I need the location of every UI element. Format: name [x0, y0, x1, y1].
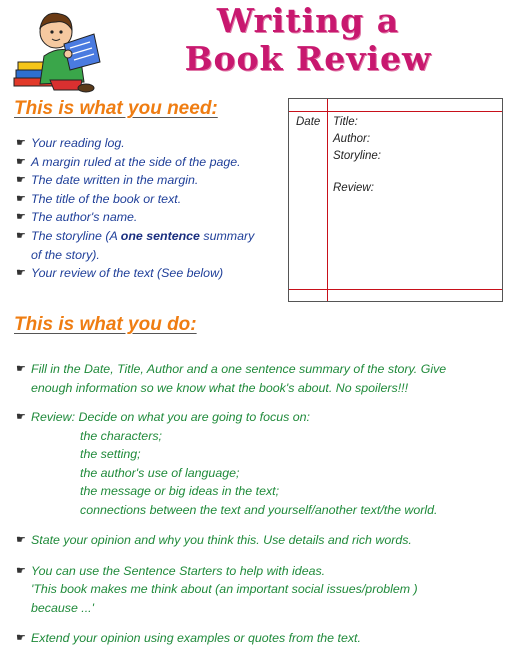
form-storyline-label: Storyline:	[333, 150, 381, 162]
side-margin-rule	[327, 99, 328, 301]
top-margin-rule	[289, 111, 502, 112]
pointing-hand-icon: ☛	[16, 363, 26, 375]
list-item: ☛ A margin ruled at the side of the page.	[16, 153, 278, 172]
list-item: ☛ State your opinion and why you think this. Use details and rich words.	[16, 531, 496, 550]
form-author-label: Author:	[333, 133, 371, 145]
list-item: ☛ The date written in the margin.	[16, 171, 278, 190]
list-item: ☛ You can use the Sentence Starters to help with ideas. 'This book makes me think about (an important social issues/problem ) because ...'	[16, 563, 418, 615]
pointing-hand-icon: ☛	[16, 229, 26, 242]
list-item: ☛ The title of the book or text.	[16, 190, 278, 209]
form-title-label: Title:	[333, 116, 358, 128]
list-item: ☛ Extend your opinion using examples or quotes from the text.	[16, 629, 496, 648]
pointing-hand-icon: ☛	[16, 632, 26, 644]
need-heading: This is what you need:	[14, 98, 218, 119]
list-item: ☛ Fill in the Date, Title, Author and a one sentence summary of the story. Give enough information so we know what the book's about. No spoilers!!!	[16, 362, 447, 395]
page-title-line-2: Book Review	[184, 39, 432, 78]
pointing-hand-icon: ☛	[16, 411, 26, 423]
pointing-hand-icon: ☛	[16, 564, 26, 577]
list-item: ☛ Your review of the text (See below)	[16, 264, 278, 283]
bottom-margin-rule	[289, 289, 502, 290]
child-reading-clipart	[10, 4, 114, 94]
pointing-hand-icon: ☛	[16, 137, 26, 149]
list-item: ☛ The author's name.	[16, 208, 278, 227]
need-list	[16, 134, 278, 283]
pointing-hand-icon: ☛	[16, 211, 26, 224]
list-item: ☛ Review: Decide on what you are going to focus on: the characters; the setting; the author's use of language; the message or big ideas in the text; connections between the text and yourself/another text/the world.	[16, 410, 438, 517]
form-date-label: Date	[296, 116, 321, 128]
form-review-label: Review:	[333, 182, 374, 194]
do-heading: This is what you do:	[14, 314, 197, 335]
page-title-line-1: Writing a	[216, 1, 400, 40]
pointing-hand-icon: ☛	[16, 267, 26, 280]
pointing-hand-icon: ☛	[16, 155, 26, 168]
pointing-hand-icon: ☛	[16, 534, 26, 546]
pointing-hand-icon: ☛	[16, 174, 26, 187]
list-item: ☛ Your reading log.	[16, 134, 278, 153]
list-item: ☛ The storyline (A one sentence summary of the story).	[16, 228, 255, 262]
pointing-hand-icon: ☛	[16, 192, 26, 205]
do-list	[16, 360, 496, 648]
review-page-example	[288, 98, 503, 302]
